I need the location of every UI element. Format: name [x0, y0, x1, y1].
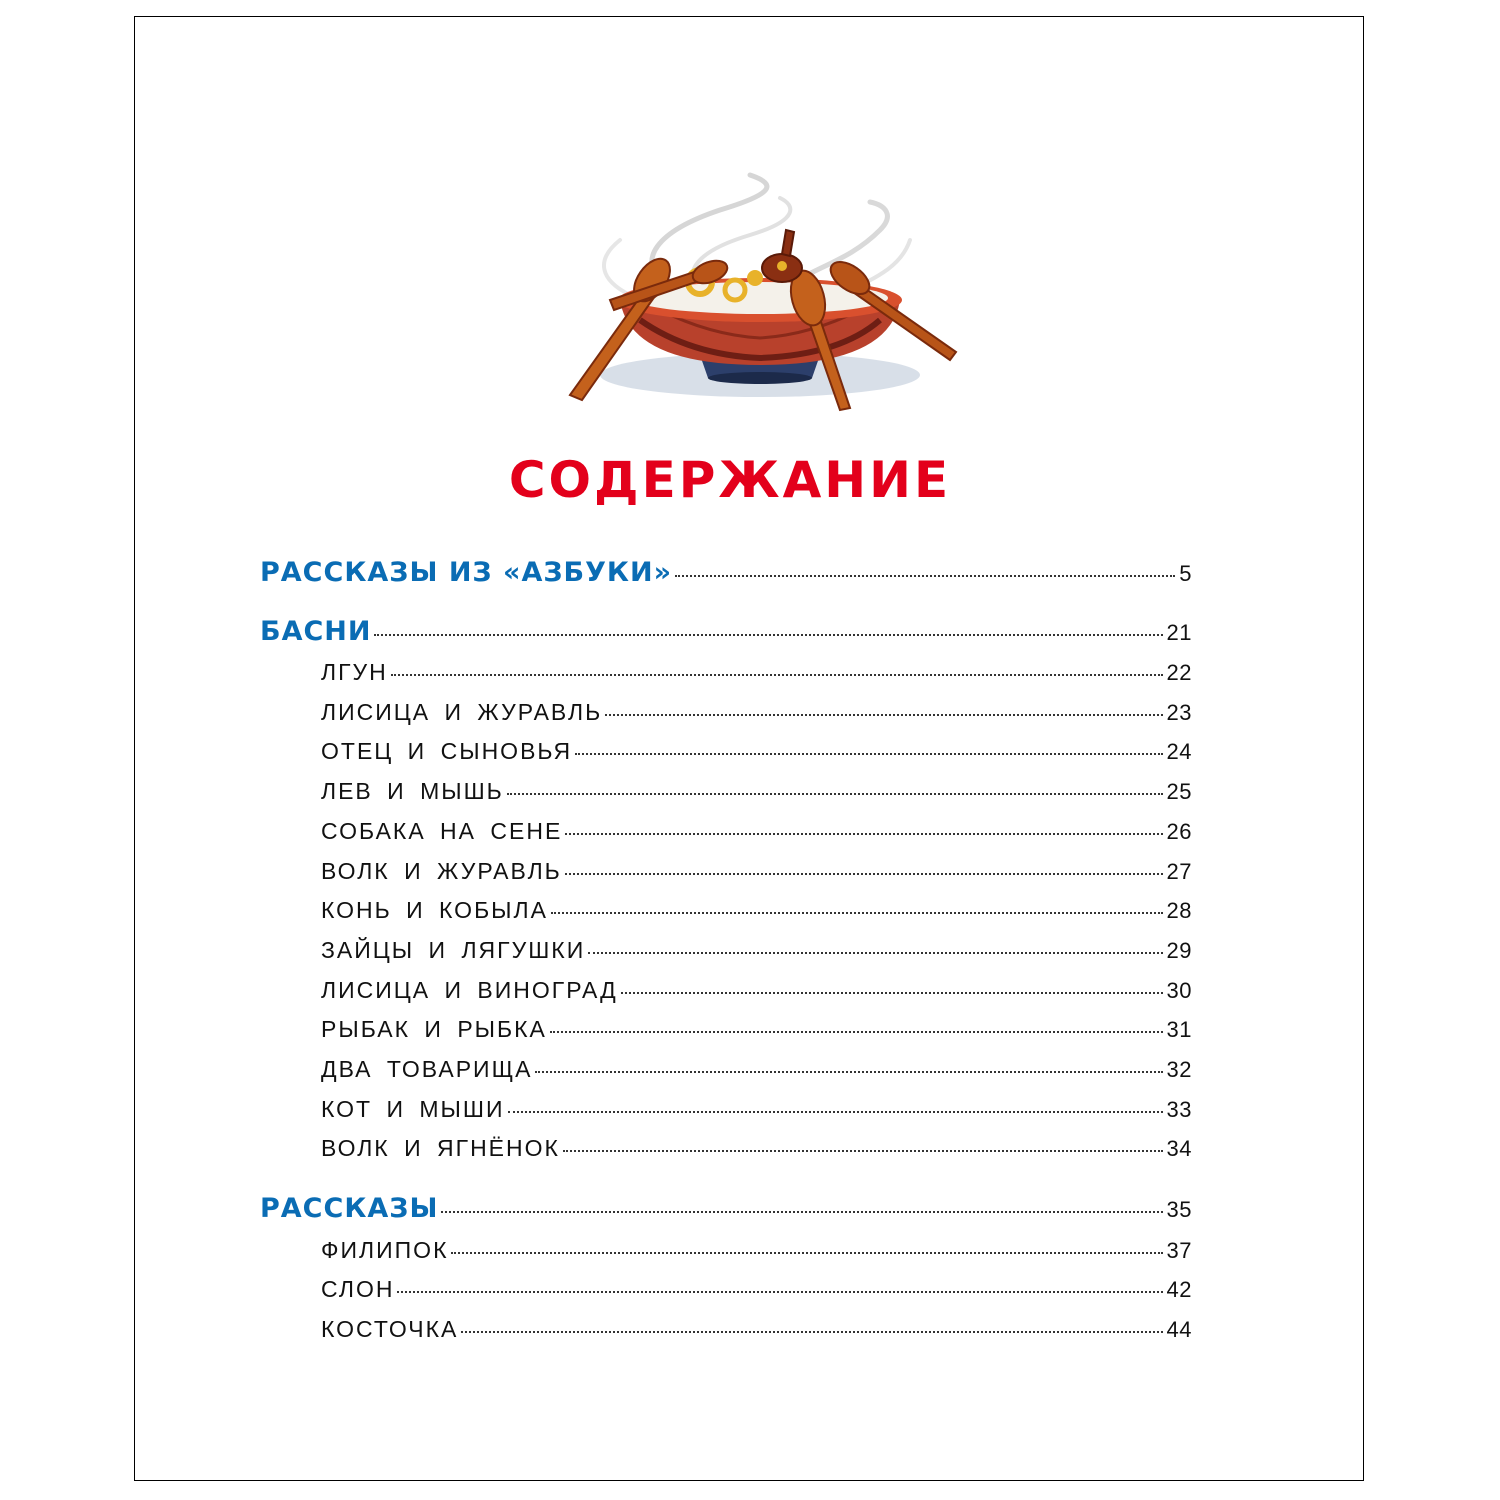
spoon — [762, 230, 802, 282]
page-title: СОДЕРЖАНИЕ — [508, 451, 952, 509]
toc-page-number: 29 — [1166, 938, 1192, 963]
dot-leader — [565, 873, 1163, 875]
toc-item-label: РЫБАК И РЫБКА — [321, 1016, 547, 1042]
toc-item[interactable] — [321, 697, 1192, 727]
toc-item[interactable] — [321, 657, 1192, 687]
dot-leader — [675, 575, 1175, 577]
toc-item[interactable] — [321, 1274, 1192, 1304]
dot-leader — [551, 912, 1163, 914]
toc-item[interactable] — [321, 1235, 1192, 1265]
toc-section-azbuka[interactable] — [260, 555, 1192, 591]
toc-item[interactable] — [321, 1133, 1192, 1163]
dot-leader — [563, 1150, 1163, 1152]
dot-leader — [451, 1252, 1162, 1254]
toc-page-number: 24 — [1166, 739, 1192, 764]
dot-leader — [374, 634, 1162, 636]
toc-page-number: 26 — [1166, 819, 1192, 844]
toc-page-number: 23 — [1166, 700, 1192, 725]
toc-item-label: ВОЛК И ЖУРАВЛЬ — [321, 858, 562, 884]
bowl-with-spoons-illustration — [550, 170, 970, 430]
toc-item[interactable] — [321, 1014, 1192, 1044]
toc-page-number: 25 — [1166, 779, 1192, 804]
dot-leader — [575, 753, 1162, 755]
toc-page-number: 35 — [1166, 1197, 1192, 1222]
dot-leader — [565, 833, 1162, 835]
toc-section-rasskazy[interactable] — [260, 1191, 1192, 1227]
toc-item-label: ФИЛИПОК — [321, 1237, 449, 1263]
toc-page-number: 37 — [1166, 1238, 1192, 1263]
toc-page-number: 27 — [1166, 859, 1192, 884]
toc-item[interactable] — [321, 1314, 1192, 1344]
toc-page-number: 28 — [1166, 898, 1192, 923]
dot-leader — [535, 1071, 1162, 1073]
toc-item-label: ОТЕЦ И СЫНОВЬЯ — [321, 738, 573, 764]
toc-item[interactable] — [321, 816, 1192, 846]
toc-item[interactable] — [321, 935, 1192, 965]
dot-leader — [588, 952, 1162, 954]
toc-item-label: ЛИСИЦА И ВИНОГРАД — [321, 977, 618, 1003]
toc-page-number: 33 — [1166, 1097, 1192, 1122]
dot-leader — [621, 992, 1163, 994]
toc-item[interactable] — [321, 1094, 1192, 1124]
dot-leader — [508, 1111, 1163, 1113]
toc-item-label: ДВА ТОВАРИЩА — [321, 1056, 533, 1082]
toc-item-label: СЛОН — [321, 1276, 395, 1302]
toc-page-number: 34 — [1166, 1136, 1192, 1161]
toc-page-number: 42 — [1166, 1277, 1192, 1302]
toc-page-number: 22 — [1166, 660, 1192, 685]
toc-item-label: ЛГУН — [321, 659, 388, 685]
toc-item[interactable] — [321, 895, 1192, 925]
toc-page-number: 21 — [1166, 620, 1192, 645]
dot-leader — [391, 674, 1163, 676]
dot-leader — [461, 1331, 1162, 1333]
toc-item-label: КОСТОЧКА — [321, 1316, 459, 1342]
toc-item-label: ЗАЙЦЫ И ЛЯГУШКИ — [321, 937, 586, 963]
toc-page-number: 30 — [1166, 978, 1192, 1003]
toc-item[interactable] — [321, 1054, 1192, 1084]
toc-item[interactable] — [321, 856, 1192, 886]
toc-item-label: КОНЬ И КОБЫЛА — [321, 897, 548, 923]
toc-section-label: БАСНИ — [260, 616, 372, 647]
toc-section-basni[interactable] — [260, 614, 1192, 650]
toc-page-number: 5 — [1179, 561, 1192, 586]
steam-wisp — [604, 240, 630, 295]
toc-page-number: 31 — [1166, 1017, 1192, 1042]
dot-leader — [605, 714, 1162, 716]
toc-item-label: ЛИСИЦА И ЖУРАВЛЬ — [321, 699, 603, 725]
toc-item[interactable] — [321, 975, 1192, 1005]
dot-leader — [397, 1291, 1162, 1293]
toc-page-number: 44 — [1166, 1317, 1192, 1342]
toc-item-label: ВОЛК И ЯГНЁНОК — [321, 1135, 560, 1161]
toc-item-label: СОБАКА НА СЕНЕ — [321, 818, 563, 844]
dot-leader — [550, 1031, 1163, 1033]
dot-leader — [441, 1211, 1162, 1213]
toc-item-label: ЛЕВ И МЫШЬ — [321, 778, 504, 804]
toc-item[interactable] — [321, 736, 1192, 766]
toc-item[interactable] — [321, 776, 1192, 806]
toc-page-number: 32 — [1166, 1057, 1192, 1082]
toc-section-label: РАССКАЗЫ — [260, 1193, 439, 1224]
toc-item-label: КОТ И МЫШИ — [321, 1096, 505, 1122]
toc-section-label: РАССКАЗЫ ИЗ «АЗБУКИ» — [260, 557, 673, 588]
dot-leader — [507, 793, 1163, 795]
